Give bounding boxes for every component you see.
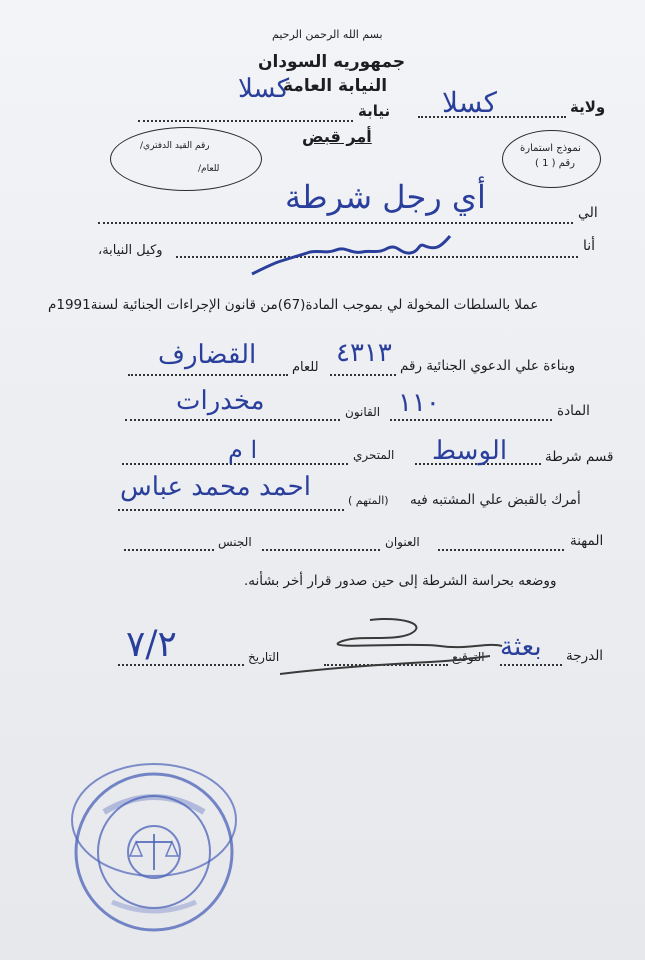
prosecution-heading: النيابة العامة — [283, 76, 388, 96]
date-value: ٧/٢ — [126, 624, 177, 665]
investigator-value: ا م — [228, 436, 258, 464]
prosecutor-handwritten-name — [250, 228, 460, 278]
state-label: ولاية — [570, 98, 606, 116]
signature-label: التوقيع — [452, 650, 485, 664]
to-value: أي رجل شرطة — [285, 178, 486, 216]
case-year-line — [128, 374, 288, 376]
authority-text: عملا بالسلطات المخولة لي بموجب المادة(67)من قانون الإجراءات الجنائية لسنة1991م — [48, 297, 539, 313]
law-label: القانون — [345, 405, 381, 419]
address-line — [262, 549, 380, 551]
gender-line — [124, 549, 214, 551]
case-station: القضارف — [158, 340, 257, 370]
register-year-label: للعام/ — [198, 164, 220, 174]
rank-label: الدرجة — [566, 648, 604, 664]
form-number: رقم ( 1 ) — [535, 158, 575, 169]
handwritten-state: كسلا — [442, 86, 498, 119]
law-line — [125, 419, 340, 421]
address-label: العنوان — [385, 535, 420, 549]
signature — [240, 612, 510, 682]
accused-line — [118, 509, 344, 511]
office-label: نيابة — [358, 102, 391, 120]
official-stamp — [64, 752, 244, 932]
occupation-line — [438, 549, 564, 551]
basmala: بسم الله الرحمن الرحيم — [272, 28, 383, 41]
station-value: الوسط — [432, 436, 508, 466]
i-label: أنا — [583, 238, 596, 254]
occupation-label: المهنة — [570, 533, 604, 549]
law-value: مخدرات — [176, 386, 265, 416]
arrest-order-label: أمرك بالقبض علي المشتبه فيه — [410, 492, 581, 508]
gender-label: الجنس — [218, 535, 252, 549]
case-number-line — [330, 374, 396, 376]
handwritten-state-top: كسلا — [238, 74, 290, 104]
office-line — [138, 120, 353, 122]
order-title: أمر قبض — [302, 127, 372, 146]
case-year-label: للعام — [292, 360, 319, 375]
article-value: ١١٠ — [398, 388, 440, 418]
prosecutor-label: وكيل النيابة، — [98, 243, 163, 258]
register-label: رقم القيد الدفتري/ — [140, 141, 210, 151]
register-oval — [110, 127, 262, 191]
date-label: التاريخ — [248, 650, 280, 664]
to-label: الي — [578, 205, 598, 221]
investigator-label: المتحري — [353, 448, 395, 462]
rank-value: بعثة — [500, 632, 542, 662]
accused-label: (المتهم ) — [348, 494, 389, 507]
form-label: نموذج استمارة — [520, 143, 581, 154]
case-number: ٤٣١٣ — [336, 338, 392, 368]
republic-heading: جمهوريه السودان — [258, 52, 406, 72]
to-line — [98, 222, 573, 224]
station-label: قسم شرطة — [545, 449, 614, 465]
accused-name: احمد محمد عباس — [120, 472, 311, 502]
custody-text: ووضعه بحراسة الشرطة إلى حين صدور قرار أخر بشأنه. — [244, 573, 557, 589]
article-label: المادة — [557, 403, 590, 419]
article-line — [390, 419, 552, 421]
case-label: وبناءة علي الدعوي الجنائية رقم — [400, 358, 576, 374]
